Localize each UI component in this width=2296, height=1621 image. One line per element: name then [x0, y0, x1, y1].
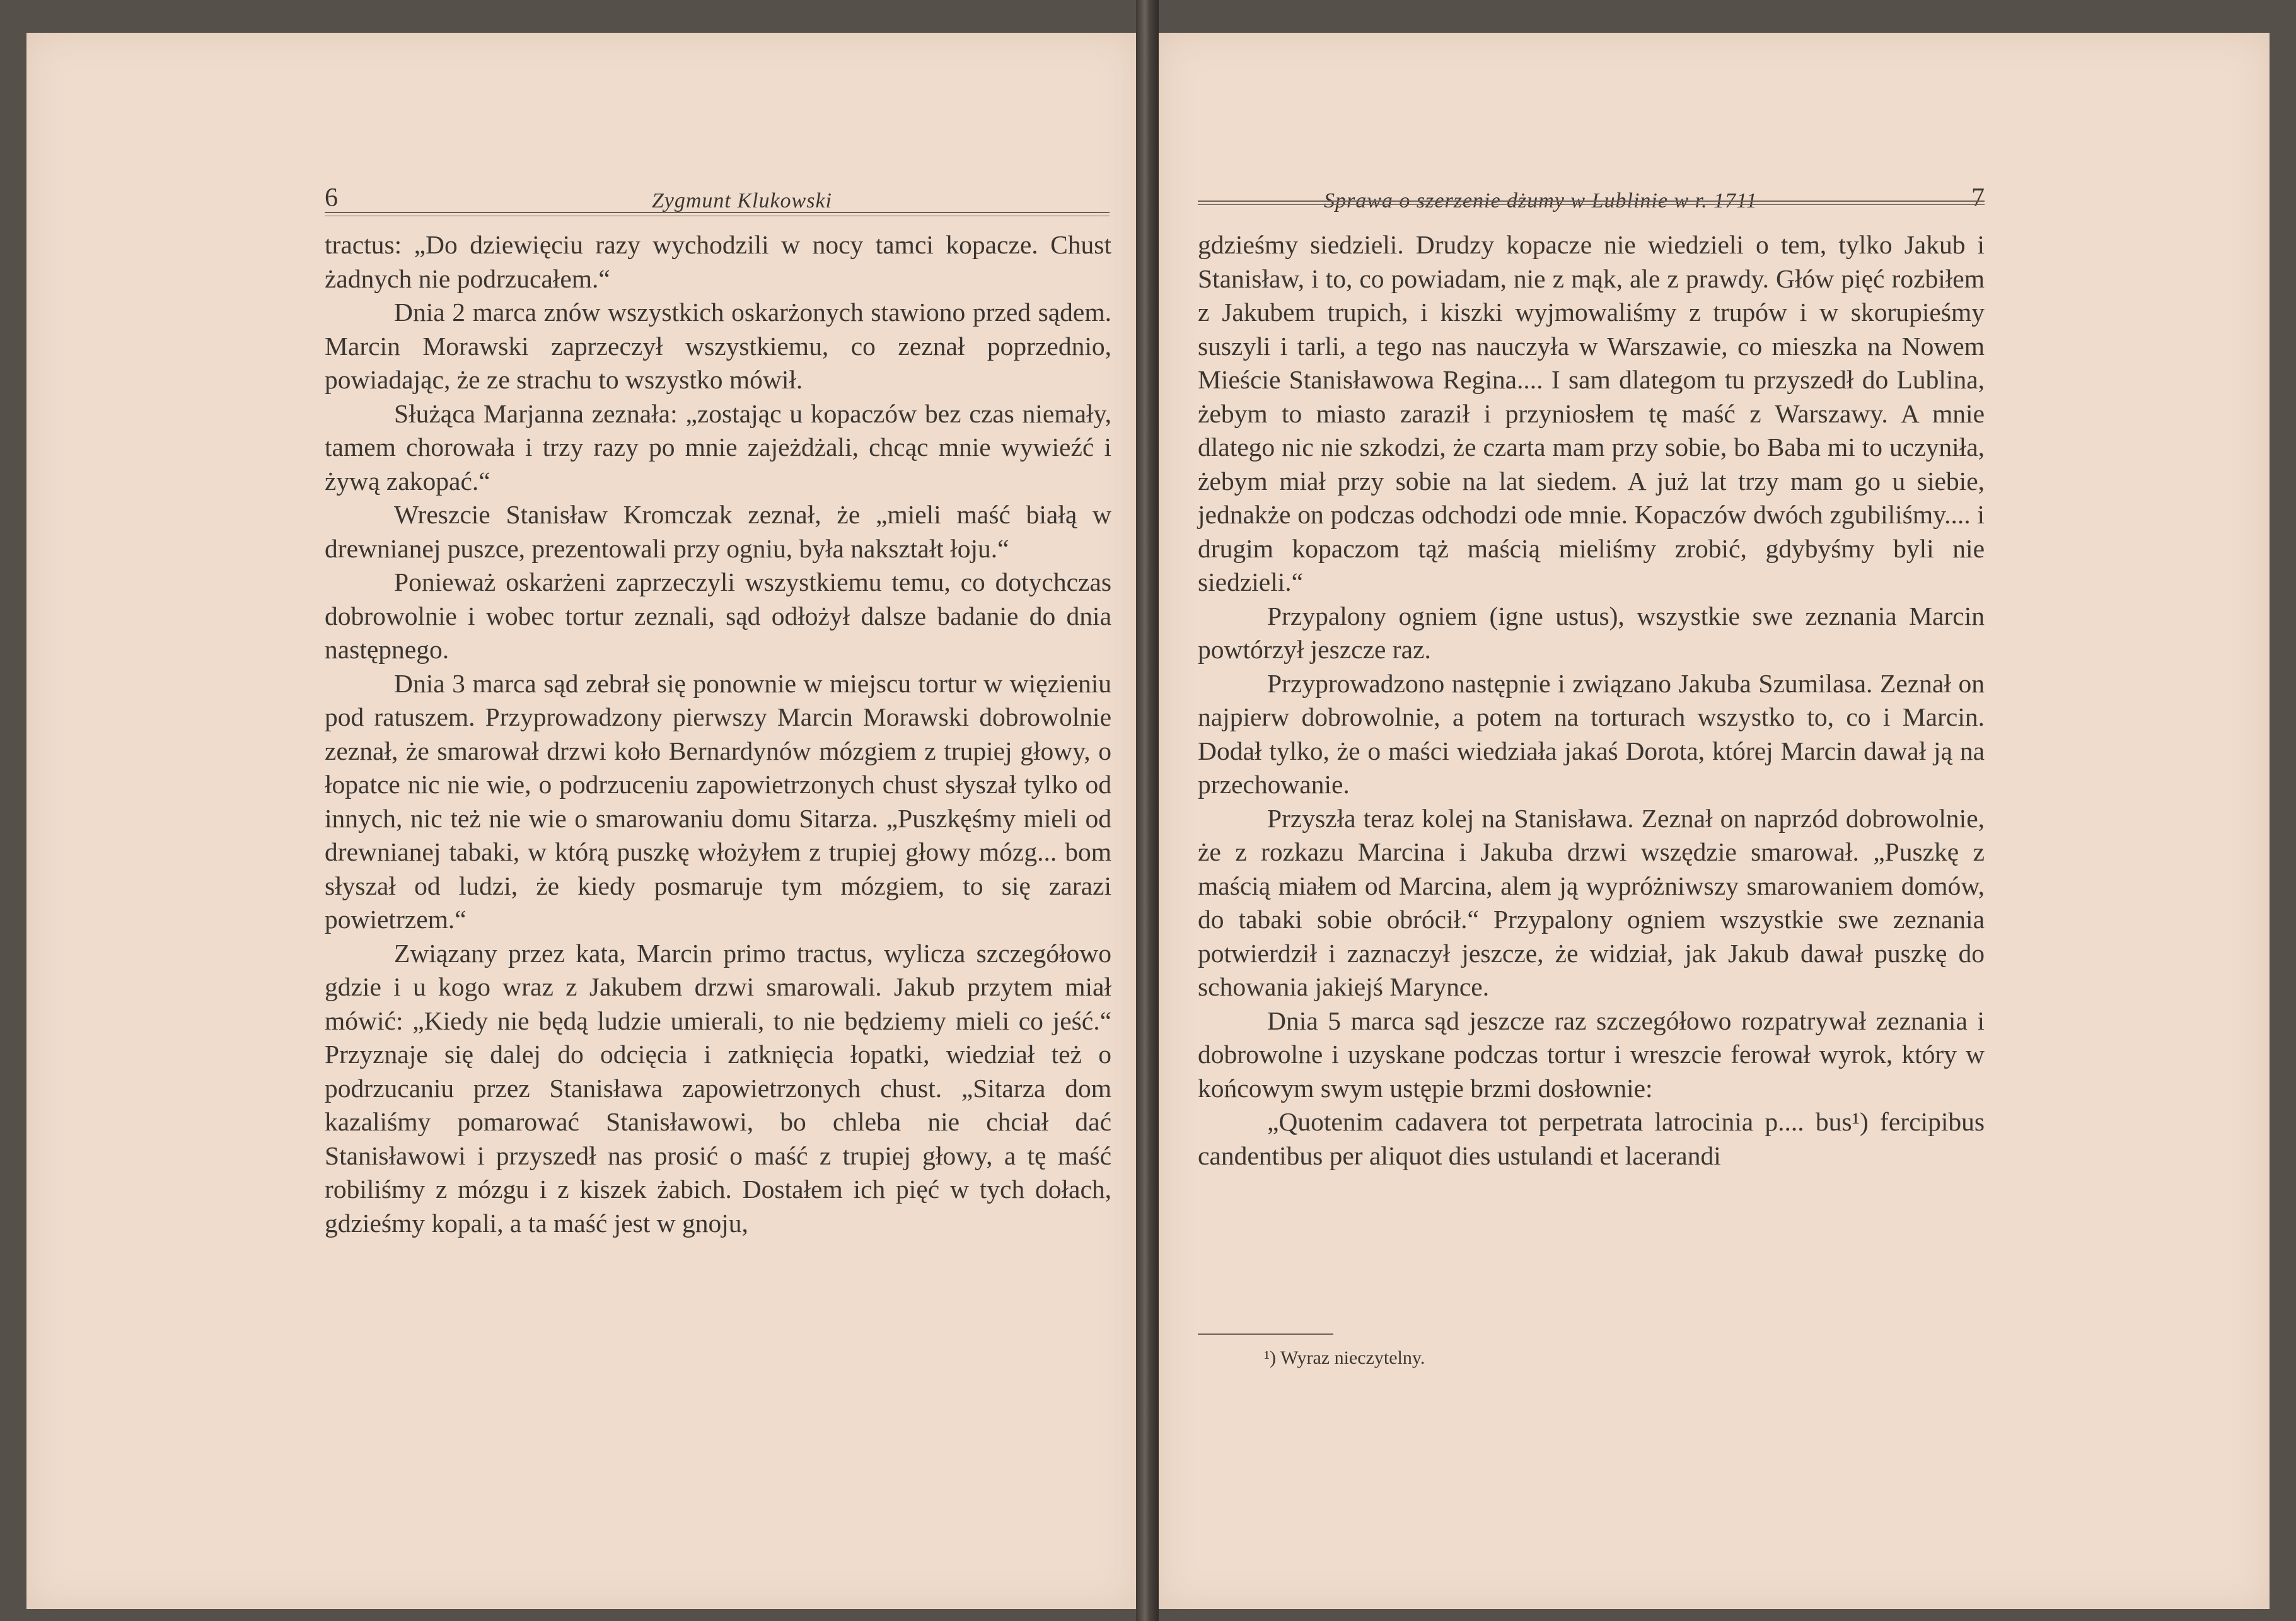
paragraph: Ponieważ oskarżeni zaprzeczyli wszystkiemu temu, co dotychczas dobrowolnie i wobec tortur zeznali, sąd odłożył dalsze badanie do dnia następnego. — [325, 567, 1111, 664]
paragraph: Dnia 2 marca znów wszystkich oskarżonych stawiono przed sądem. Marcin Morawski zaprzeczył wszystkiemu, co zeznał poprzednio, powiadając, że ze strachu to wszystko mówił. — [325, 298, 1111, 394]
paragraph: tractus: „Do dziewięciu razy wychodzili w nocy tamci kopacze. Chust żadnych nie podrzucałem.“ — [325, 230, 1111, 293]
left-running-header — [325, 169, 1110, 213]
right-page-body — [1198, 228, 1985, 1173]
paragraph: Przyprowadzono następnie i związano Jakuba Szumilasa. Zeznał on najpierw dobrowolnie, a potem na torturach wszystko to, co i Marcin. Dodał tylko, że o maści wiedziała jakaś Dorota, której Marcin dawał ją na przechowanie. — [1198, 668, 1985, 799]
paragraph: Związany przez kata, Marcin primo tractus, wylicza szczegółowo gdzie i u kogo wraz z Jakubem drzwi smarowali. Jakub przytem miał mówić: „Kiedy nie będą ludzie umierali, to nie będziemy mieli co jeść.“ Przyznaje się dalej do odcięcia i zatknięcia łopatki, wiedział też o podrzucaniu przez Stanisława zapowietrzonych chust. „Sitarza dom kazaliśmy pomarować Stanisławowi, bo chleba nie chciał dać Stanisławowi i przyszedł nas prosić o maść z trupiej głowy, a tę maść robiliśmy z mózgu i z kiszek żabich. Dostałem ich pięć w tych dołach, gdzieśmy kopali, a ta maść jest w gnoju, — [325, 938, 1111, 1238]
paragraph: gdzieśmy siedzieli. Drudzy kopacze nie wiedzieli o tem, tylko Jakub i Stanisław, i to, co powiadam, nie z mąk, ale z prawdy. Głów pięć rozbiłem z Jakubem trupich, i kiszki wyjmowaliśmy z trupów i w skorupieśmy suszyli i tarli, a tego nas nauczyła w Warszawie, co mieszka na Nowem Mieście Stanisławowa Regina.... I sam dlategom tu przyszedł do Lublina, żebym to miasto zaraził i przyniosłem tę maść z Warszawy. A mnie dlatego nic nie szkodzi, że czarta mam przy sobie, bo Baba mi to uczyniła, żebym miał przy sobie na lat siedem. A już lat trzy mam go u siebie, jednakże on podczas odchodzi ode mnie. Kopaczów dwóch zgubiliśmy.... i drugim kopaczom tąż maścią mieliśmy zrobić, gdybyśmy byli nie siedzieli.“ — [1198, 230, 1985, 596]
left-page-number: 6 — [325, 183, 338, 212]
right-header-rule-thin — [1198, 204, 1985, 205]
footnote-rule — [1198, 1333, 1333, 1335]
right-page-number: 7 — [1971, 183, 1985, 212]
left-page-body — [325, 228, 1111, 1240]
right-running-head: Sprawa o szerzenie dżumy w Lublinie w r. 1711 — [1324, 189, 1758, 212]
paragraph: Wreszcie Stanisław Kromczak zeznał, że „mieli maść białą w drewnianej puszce, prezentowali przy ogniu, była nakształt łoju.“ — [325, 500, 1111, 563]
paragraph: Dnia 3 marca sąd zebrał się ponownie w miejscu tortur w więzieniu pod ratuszem. Przyprowadzony pierwszy Marcin Morawski dobrowolnie zeznał, że smarował drzwi koło Bernardynów mózgiem z trupiej głowy, o łopatce nic nie wie, o podrzuceniu zapowietrzonych chust słyszał tylko od innych, nic też nie wie o smarowaniu domu Sitarza. „Puszkęśmy mieli od drewnianej tabaki, w którą puszkę włożyłem z trupiej głowy mózg... bom słyszał od ludzi, że kiedy posmaruje tym mózgiem, to się zarazi powietrzem.“ — [325, 668, 1111, 934]
book-spine — [1136, 0, 1159, 1621]
paragraph: Przypalony ogniem (igne ustus), wszystkie swe zeznania Marcin powtórzył jeszcze raz. — [1198, 601, 1985, 664]
right-header-rule — [1198, 200, 1985, 202]
paragraph: „Quotenim cadavera tot perpetrata latrocinia p.... bus¹) fercipibus candentibus per aliquot dies ustulandi et lacerandi — [1198, 1107, 1985, 1170]
left-header-rule — [325, 212, 1110, 213]
left-running-head: Zygmunt Klukowski — [651, 189, 832, 212]
paragraph: Przyszła teraz kolej na Stanisława. Zeznał on naprzód dobrowolnie, że z rozkazu Marcina i Jakuba drzwi wszędzie smarował. „Puszkę z maścią miałem od Marcina, alem ją wypróżniwszy smarowaniem domów, do tabaki sobie obrócił.“ Przypalony ogniem wszystkie swe zeznania potwierdził i zaznaczył jeszcze, że widział, jak Jakub dawał puszkę do schowania jakiejś Marynce. — [1198, 803, 1985, 1001]
paragraph: Dnia 5 marca sąd jeszcze raz szczegółowo rozpatrywał zeznania i dobrowolne i uzyskane podczas tortur i wreszcie ferował wyrok, który w końcowym swym ustępie brzmi dosłownie: — [1198, 1006, 1985, 1103]
paragraph: Służąca Marjanna zeznała: „zostając u kopaczów bez czas niemały, tamem chorowała i trzy razy po mnie zajeżdżali, chcąc mnie wywieźć i żywą zakopać.“ — [325, 398, 1111, 496]
footnote: ¹) Wyraz nieczytelny. — [1264, 1347, 1425, 1368]
right-running-header — [1198, 169, 1985, 213]
